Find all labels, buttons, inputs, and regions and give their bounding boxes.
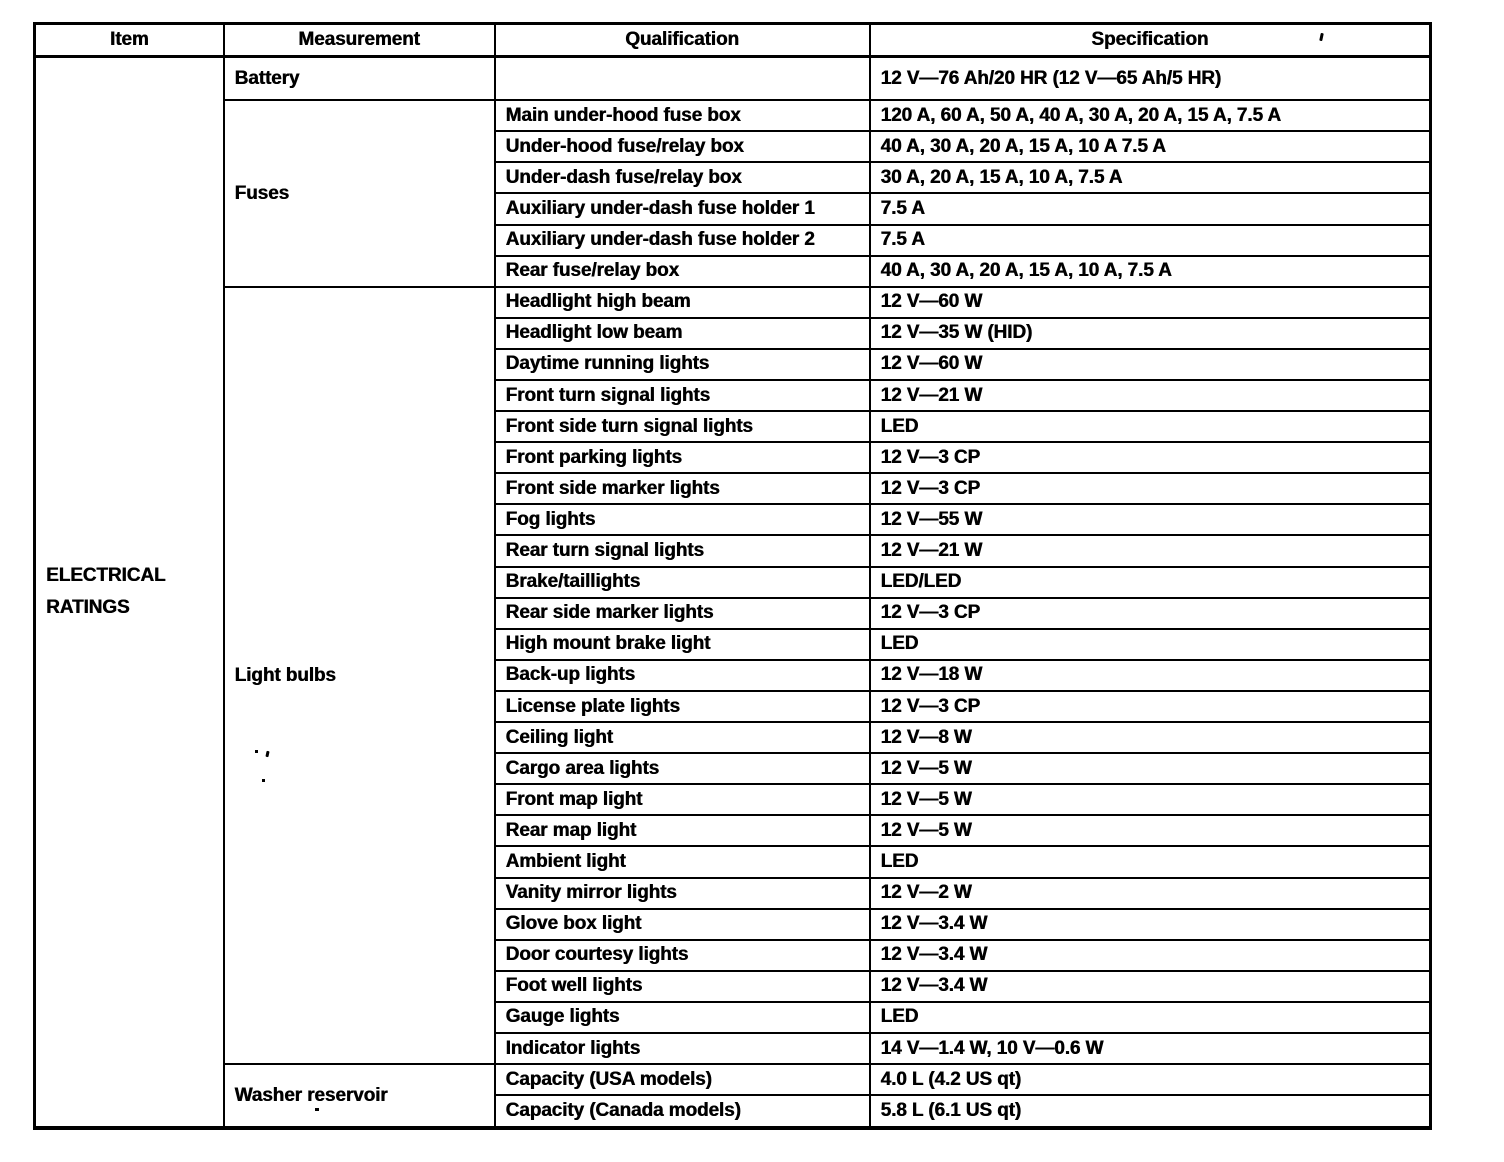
specification-cell: 14 V—1.4 W, 10 V—0.6 W <box>870 1033 1431 1064</box>
qualification-cell: Foot well lights <box>495 971 870 1002</box>
specification-cell: 12 V—3 CP <box>870 442 1431 473</box>
specification-cell: 12 V—3 CP <box>870 598 1431 629</box>
electrical-ratings-table <box>33 22 1432 1130</box>
qualification-cell: Indicator lights <box>495 1033 870 1064</box>
qualification-cell: Rear turn signal lights <box>495 535 870 566</box>
qualification-cell: High mount brake light <box>495 629 870 660</box>
qualification-cell: Ceiling light <box>495 722 870 753</box>
qualification-cell: Capacity (USA models) <box>495 1064 870 1095</box>
qualification-cell: Headlight high beam <box>495 287 870 318</box>
column-header-measurement: Measurement <box>224 24 495 57</box>
table-row <box>35 287 1431 318</box>
qualification-cell: Front side turn signal lights <box>495 411 870 442</box>
qualification-cell: Front turn signal lights <box>495 380 870 411</box>
specification-cell: 12 V—3.4 W <box>870 971 1431 1002</box>
specification-cell: 12 V—3.4 W <box>870 909 1431 940</box>
qualification-cell: Front side marker lights <box>495 473 870 504</box>
specification-cell: LED <box>870 1002 1431 1033</box>
specification-cell: 12 V—5 W <box>870 815 1431 846</box>
scan-artifact <box>255 750 258 753</box>
qualification-cell: Rear side marker lights <box>495 598 870 629</box>
specification-cell: LED <box>870 411 1431 442</box>
table-row <box>35 100 1431 131</box>
qualification-cell: Capacity (Canada models) <box>495 1095 870 1128</box>
measurement-cell: Washer reservoir <box>224 1064 495 1128</box>
qualification-cell: Rear fuse/relay box <box>495 256 870 287</box>
qualification-cell: Headlight low beam <box>495 318 870 349</box>
specification-cell: 30 A, 20 A, 15 A, 10 A, 7.5 A <box>870 162 1431 193</box>
specification-cell: LED <box>870 846 1431 877</box>
qualification-cell: Gauge lights <box>495 1002 870 1033</box>
qualification-cell: Door courtesy lights <box>495 940 870 971</box>
column-header-qualification: Qualification <box>495 24 870 57</box>
specification-cell: 120 A, 60 A, 50 A, 40 A, 30 A, 20 A, 15 A, 7.5 A <box>870 100 1431 131</box>
specification-cell: 12 V—21 W <box>870 535 1431 566</box>
specification-cell: 40 A, 30 A, 20 A, 15 A, 10 A 7.5 A <box>870 131 1431 162</box>
specification-cell: 12 V—5 W <box>870 753 1431 784</box>
qualification-cell: Cargo area lights <box>495 753 870 784</box>
specification-cell: 12 V—35 W (HID) <box>870 318 1431 349</box>
item-line: ELECTRICAL <box>46 565 166 587</box>
qualification-cell: Rear map light <box>495 815 870 846</box>
measurement-cell: Light bulbs <box>224 287 495 1064</box>
qualification-cell: Ambient light <box>495 846 870 877</box>
measurement-cell: Battery <box>224 57 495 101</box>
qualification-cell: Front parking lights <box>495 442 870 473</box>
specification-cell: 7.5 A <box>870 225 1431 256</box>
specification-cell: 12 V—76 Ah/20 HR (12 V—65 Ah/5 HR) <box>870 57 1431 101</box>
qualification-cell: Vanity mirror lights <box>495 878 870 909</box>
scan-artifact <box>262 779 265 782</box>
specification-cell: 12 V—2 W <box>870 878 1431 909</box>
specification-cell: 12 V—3 CP <box>870 473 1431 504</box>
qualification-cell: Front map light <box>495 784 870 815</box>
header-row <box>35 24 1431 57</box>
qualification-cell: Under-dash fuse/relay box <box>495 162 870 193</box>
specification-cell: 7.5 A <box>870 193 1431 224</box>
qualification-cell: Auxiliary under-dash fuse holder 2 <box>495 225 870 256</box>
specification-cell: 40 A, 30 A, 20 A, 15 A, 10 A, 7.5 A <box>870 256 1431 287</box>
table-row <box>35 1064 1431 1095</box>
specification-cell: 12 V—21 W <box>870 380 1431 411</box>
specification-cell: LED/LED <box>870 567 1431 598</box>
column-header-item: Item <box>35 24 224 57</box>
specification-cell: 4.0 L (4.2 US qt) <box>870 1064 1431 1095</box>
specification-cell: 12 V—3.4 W <box>870 940 1431 971</box>
column-header-specification: Specification <box>870 24 1431 57</box>
qualification-cell: Main under-hood fuse box <box>495 100 870 131</box>
measurement-cell: Fuses <box>224 100 495 287</box>
qualification-cell <box>495 57 870 101</box>
specification-cell: 12 V—3 CP <box>870 691 1431 722</box>
specification-cell: 12 V—55 W <box>870 504 1431 535</box>
specification-cell: 12 V—8 W <box>870 722 1431 753</box>
qualification-cell: Daytime running lights <box>495 349 870 380</box>
specification-cell: 12 V—60 W <box>870 287 1431 318</box>
table-row <box>35 57 1431 101</box>
item-line: RATINGS <box>46 597 130 618</box>
specification-cell: 12 V—5 W <box>870 784 1431 815</box>
qualification-cell: Under-hood fuse/relay box <box>495 131 870 162</box>
specification-cell: 12 V—60 W <box>870 349 1431 380</box>
qualification-cell: Fog lights <box>495 504 870 535</box>
table-body <box>35 57 1431 1129</box>
specification-cell: LED <box>870 629 1431 660</box>
qualification-cell: Back-up lights <box>495 660 870 691</box>
qualification-cell: Glove box light <box>495 909 870 940</box>
scan-artifact <box>315 1108 319 1111</box>
qualification-cell: Auxiliary under-dash fuse holder 1 <box>495 193 870 224</box>
specification-cell: 5.8 L (6.1 US qt) <box>870 1095 1431 1128</box>
specification-cell: 12 V—18 W <box>870 660 1431 691</box>
qualification-cell: Brake/taillights <box>495 567 870 598</box>
item-cell <box>35 57 224 1129</box>
qualification-cell: License plate lights <box>495 691 870 722</box>
